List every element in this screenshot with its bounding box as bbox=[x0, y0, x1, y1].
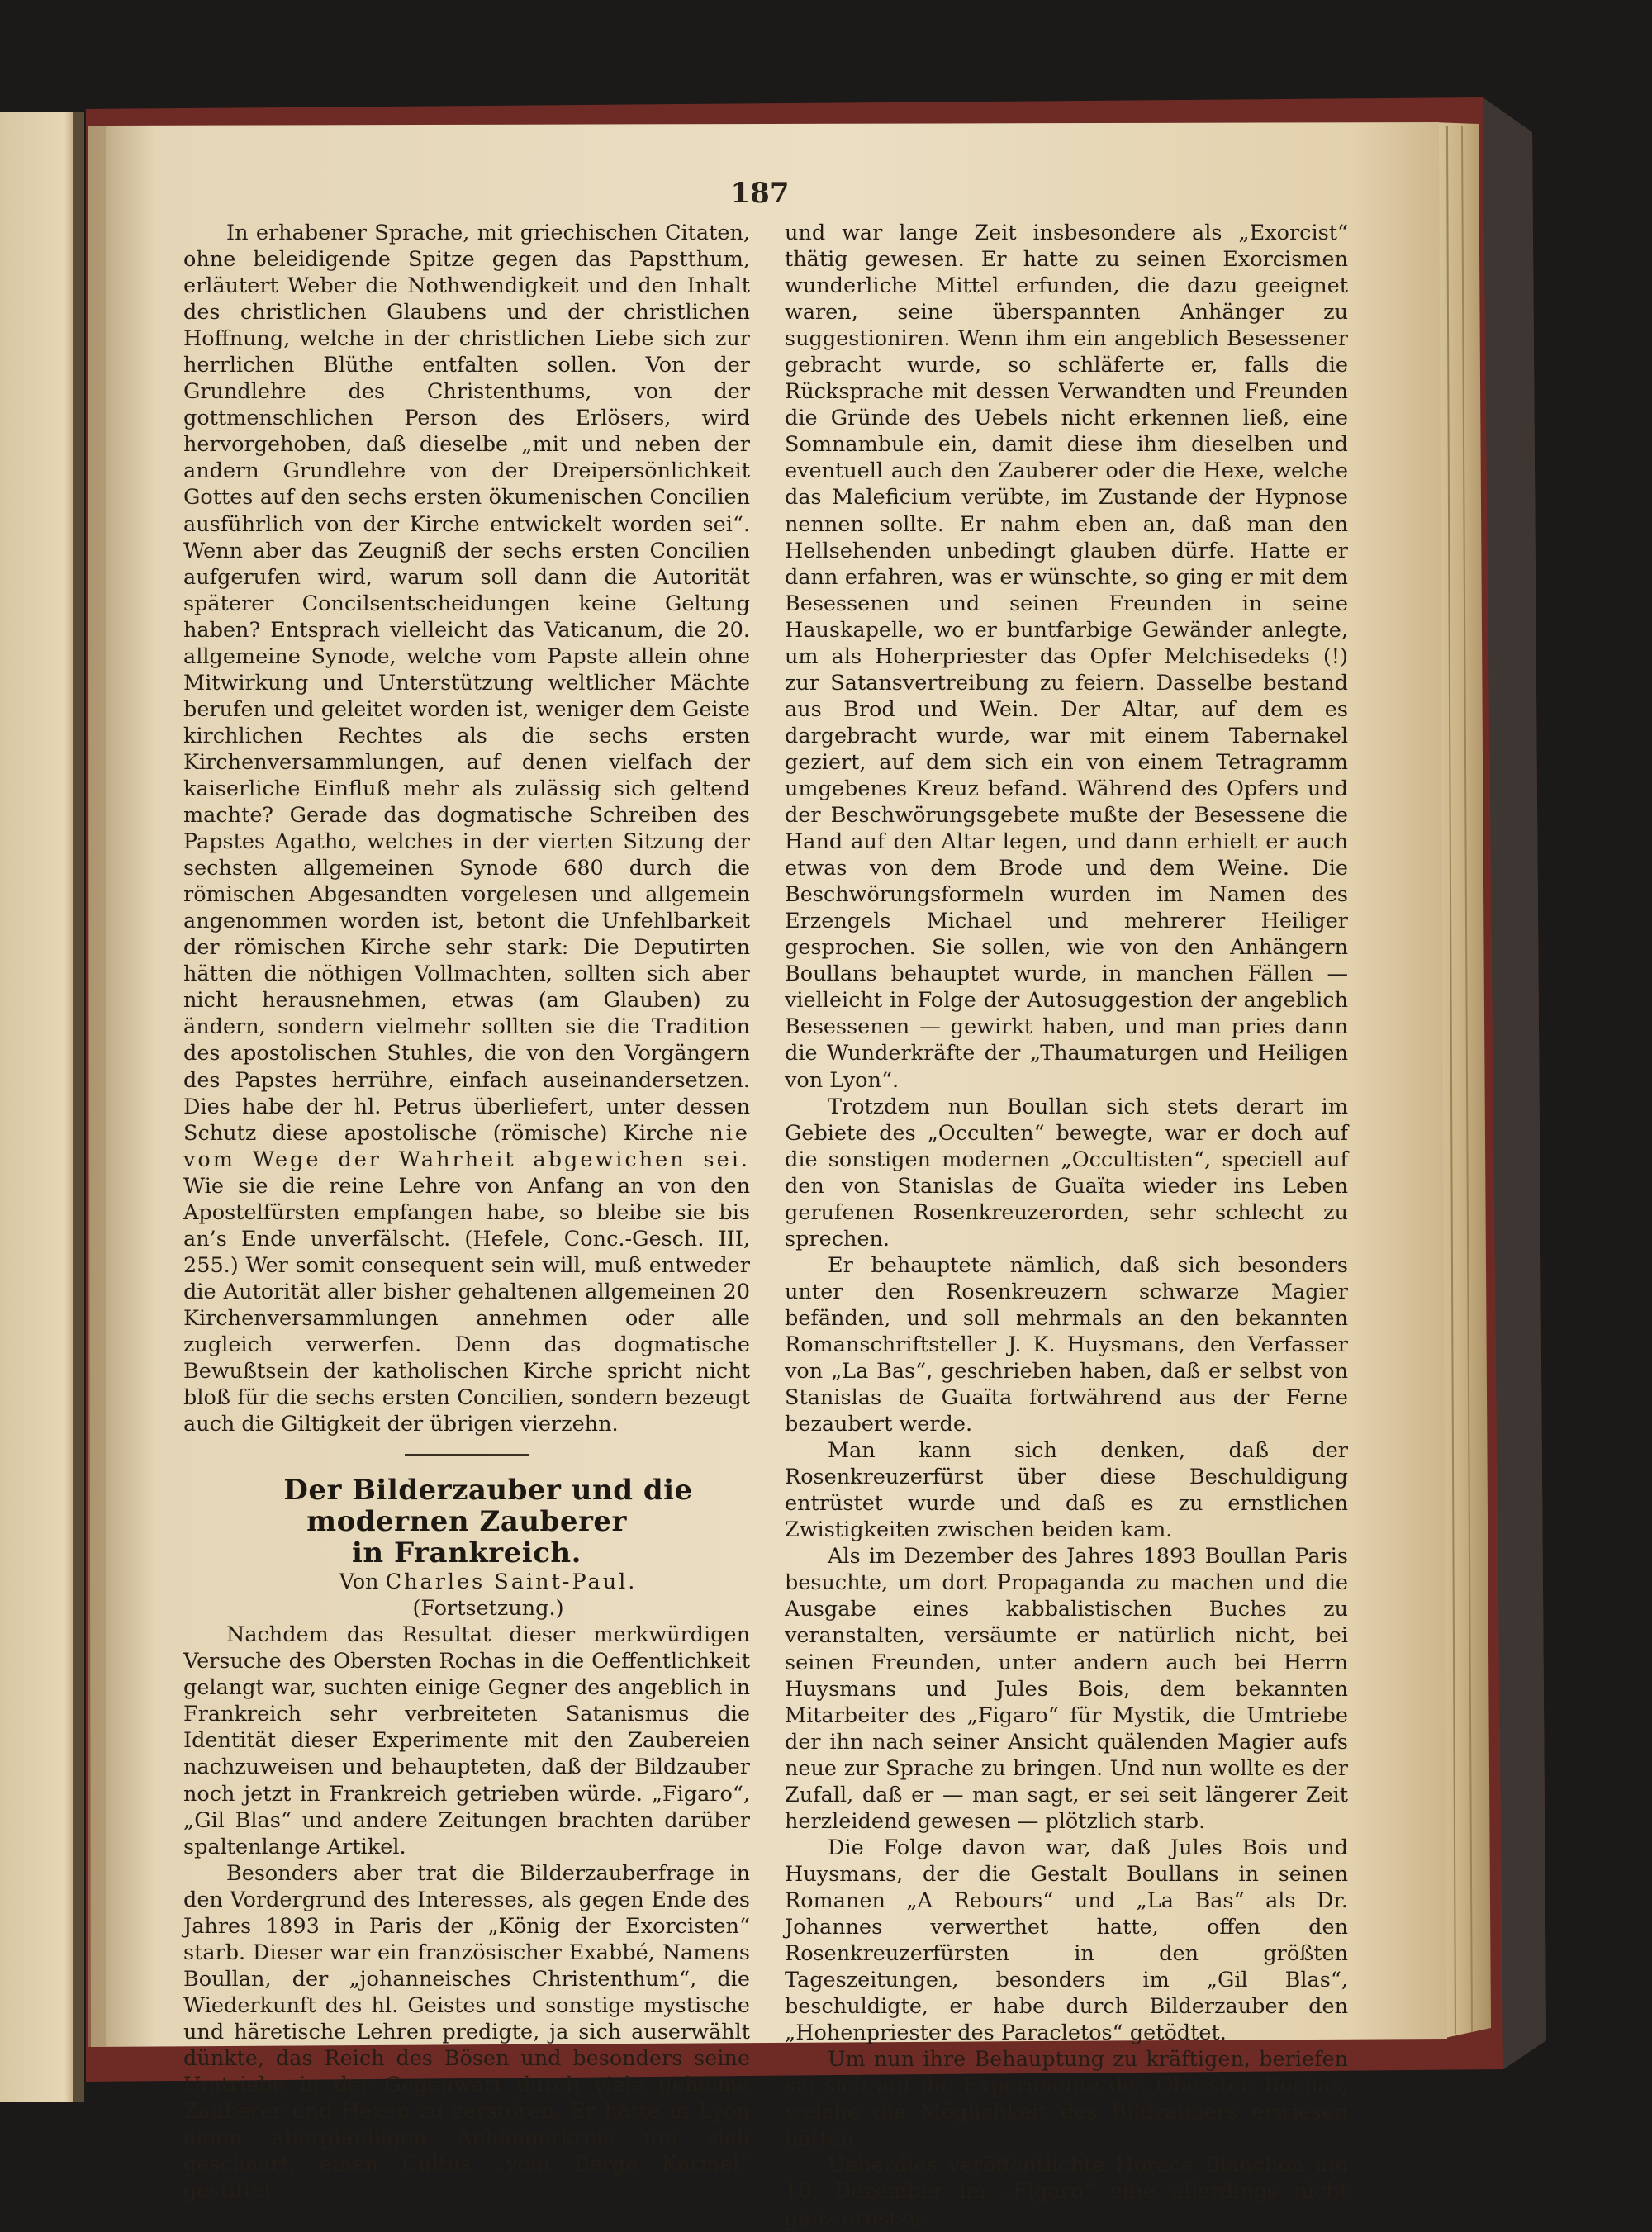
paragraph: und war lange Zeit insbesondere als „Exorcist“ thätig gewesen. Er hatte zu seinen Exorcismen wunderliche Mittel erfunden, die dazu geeignet waren, seine überspannten Anhänger zu suggestioniren. Wenn ihm ein angeblich Besessener gebracht wurde, so schläferte er, falls die Rücksprache mit dessen Verwandten und Freunden die Gründe des Uebels nicht erkennen ließ, eine Somnambule ein, damit diese ihm dieselben und eventuell auch den Zauberer oder die Hexe, welche das Maleficium verübte, im Zustande der Hypnose nennen sollte. Er nahm eben an, daß man den Hellsehenden unbedingt glauben dürfe. Hatte er dann erfahren, was er wünschte, so ging er mit dem Besessenen und seinen Freunden in seine Hauskapelle, wo er buntfarbige Gewänder anlegte, um als Hoherpriester das Opfer Melchisedeks (!) zur Satansvertreibung zu feiern. Dasselbe bestand aus Brod und Wein. Der Altar, auf dem es dargebracht wurde, war mit einem Tabernakel geziert, auf dem sich ein von einem Tetragramm umgebenes Kreuz befand. Während des Opfers und der Beschwörungsgebete mußte der Besessene die Hand auf den Altar legen, und dann erhielt er auch etwas von dem Brode und dem Weine. Die Beschwörungsformeln wurden im Namen des Erzengels Michael und mehrerer Heiliger gesprochen. Sie sollen, wie von den Anhängern Boullans behauptet wurde, in manchen Fällen — vielleicht in Folge der Autosuggestion der angeblich Besessenen — gewirkt haben, und man pries dann die Wunderkräfte der „Thaumaturgen und Heiligen von Lyon“. bbox=[785, 221, 1348, 1093]
paragraph: Er behauptete nämlich, daß sich besonders unter den Rosenkreuzern schwarze Magier befänden, und soll mehrmals an den bekannten Romanschriftsteller J. K. Huysmans, den Verfasser von „La Bas“, geschrieben haben, daß er selbst von Stanislas de Guaïta fortwährend aus der Ferne bezaubert werde. bbox=[785, 1252, 1348, 1437]
article-title-line: in Frankreich. bbox=[352, 1536, 582, 1570]
byline bbox=[183, 1569, 750, 1595]
article-title bbox=[183, 1475, 750, 1569]
paragraph-text: In erhabener Sprache, mit griechischen Citaten, ohne beleidigende Spitze gegen das Papstthum, erläutert Weber die Nothwendigkeit und den Inhalt des christlichen Glaubens und der christlichen Hoffnung, welche in der christlichen Liebe sich zur herrlichen Blüthe entfalten sollen. Von der Grundlehre des Christenthums, von der gottmenschlichen Person des Erlösers, wird hervorgehoben, daß dieselbe „mit und neben der andern Grundlehre von der Dreipersönlichkeit Gottes auf den sechs ersten ökumenischen Concilien ausführlich von der Kirche entwickelt worden sei“. Wenn aber das Zeugniß der sechs ersten Concilien aufgerufen wird, warum soll dann die Autorität späterer Concilsentscheidungen keine Geltung haben? Entsprach vielleicht das Vaticanum, die 20. allgemeine Synode, welche vom Papste allein ohne Mitwirkung und Unterstützung weltlicher Mächte berufen und geleitet worden ist, weniger dem Geiste kirchlichen Rechtes als die sechs ersten Kirchenversammlungen, auf denen vielfach der kaiserliche Einfluß mehr als zulässig sich geltend machte? Gerade das dogmatische Schreiben des Papstes Agatho, welches in der vierten Sitzung der sechsten allgemeinen Synode 680 durch die römischen Abgesandten vorgelesen und allgemein angenommen worden ist, betont die Unfehlbarkeit der römischen Kirche sehr stark: Die Deputirten hätten die nöthigen Vollmachten, sollten sich aber nicht herausnehmen, etwas (am Glauben) zu ändern, sondern vielmehr sollten sie die Tradition des apostolischen Stuhles, die von den Vorgängern des Papstes herrühre, einfach auseinandersetzen. Dies habe der hl. Petrus überliefert, unter dessen Schutz diese apostolische (römische) Kirche bbox=[183, 221, 750, 1146]
paragraph: Nachdem das Resultat dieser merkwürdigen Versuche des Obersten Rochas in die Oeffentlichkeit gelangt war, suchten einige Gegner des angeblich in Frankreich sehr verbreiteten Satanismus die Identität dieser Experimente mit den Zaubereien nachzuweisen und behaupteten, daß der Bildzauber noch jetzt in Frankreich getrieben würde. „Figaro“, „Gil Blas“ und andere Zeitungen brachten darüber spaltenlange Artikel. bbox=[183, 1622, 750, 1859]
paragraph: Die Folge davon war, daß Jules Bois und Huysmans, der die Gestalt Boullans in seinen Romanen „A Rebours“ und „La Bas“ als Dr. Johannes verwerthet hatte, offen den Rosenkreuzerfürsten in den größten Tageszeitungen, besonders im „Gil Blas“, beschuldigte, er habe durch Bilderzauber den „Hohenpriester des Paracletos“ getödtet. bbox=[785, 1835, 1348, 2046]
right-column bbox=[785, 220, 1348, 2232]
byline-prefix: Von bbox=[339, 1570, 379, 1595]
paragraph bbox=[183, 220, 750, 1437]
section-divider bbox=[405, 1454, 529, 1456]
paragraph: Trotzdem nun Boullan sich stets derart im Gebiete des „Occulten“ bewegte, war er doch auf die sonstigen modernen „Occultisten“, speciell auf den von Stanislas de Guaïta wieder ins Leben gerufenen Rosenkreuzerorden, sehr schlecht zu sprechen. bbox=[785, 1094, 1348, 1251]
paragraph: Ueberdies veröffentlichte Horace Bianchon am 10. Dezember im „Figaro“ eine allerdings nicht ganz ernstzu- bbox=[785, 2153, 1348, 2231]
paragraph: Um nun ihre Behauptung zu kräftigen, beriefen sie sich auf die Experimente des Obersten Rochas, welche die Möglichkeit des Bildzaubers erwiesen hätten. bbox=[785, 2047, 1348, 2152]
emphasized-text: nie vom Wege der Wahrheit abgewichen sei. bbox=[183, 1120, 750, 1172]
left-column bbox=[183, 220, 750, 2204]
continuation-note: (Fortsetzung.) bbox=[412, 1596, 564, 1622]
author-name: Charles Saint-Paul. bbox=[385, 1570, 638, 1595]
paragraph-text: Wie sie die reine Lehre von Anfang an von den Apostelfürsten empfangen habe, so bleibe sie bis an’s Ende unverfälscht. (Hefele, Conc.-Gesch. III, 255.) Wer somit consequent sein will, muß entweder die Autorität aller bisher gehaltenen allgemeinen 20 Kirchenversammlungen annehmen oder alle zugleich verwerfen. Denn das dogmatische Bewußtsein der katholischen Kirche spricht nicht bloß für die sechs ersten Concilien, sondern bezeugt auch die Giltigkeit der übrigen vierzehn. bbox=[183, 1173, 750, 1437]
paragraph: Besonders aber trat die Bilderzauberfrage in den Vordergrund des Interesses, als gegen Ende des Jahres 1893 in Paris der „König der Exorcisten“ starb. Dieser war ein französischer Exabbé, Namens Boullan, der „johanneisches Christenthum“, die Wiederkunft des hl. Geistes und sonstige mystische und häretische Lehren predigte, ja sich auserwählt dünkte, das Reich des Bösen und besonders seine Umtriebe in der Gegenwart durch viele geheime Zauberer und Hexen zu zerstören. Er hatte in Lyon einen abergläubigen Anhängerkreis um sich geschaart, einen Cultus „vom Berge Karmel“ gestiftet bbox=[183, 1860, 750, 2204]
page-number: 187 bbox=[730, 177, 790, 210]
article-title-line: Der Bilderzauber und die modernen Zauberer bbox=[283, 1474, 693, 1539]
paragraph: Man kann sich denken, daß der Rosenkreuzerfürst über diese Beschuldigung entrüstet wurde und daß es zu ernstlichen Zwistigkeiten zwischen beiden kam. bbox=[785, 1438, 1348, 1543]
paragraph: Als im Dezember des Jahres 1893 Boullan Paris besuchte, um dort Propaganda zu machen und die Ausgabe eines kabbalistischen Buches zu veranstalten, versäumte er natürlich nicht, bei seinen Freunden, unter andern auch bei Herrn Huysmans und Jules Bois, dem bekannten Mitarbeiter des „Figaro“ für Mystik, die Umtriebe der ihn nach seiner Ansicht quälenden Magier aufs neue zur Sprache zu bringen. Und nun wollte es der Zufall, daß er — man sagt, er sei seit längerer Zeit herzleidend gewesen — plötzlich starb. bbox=[785, 1544, 1348, 1834]
